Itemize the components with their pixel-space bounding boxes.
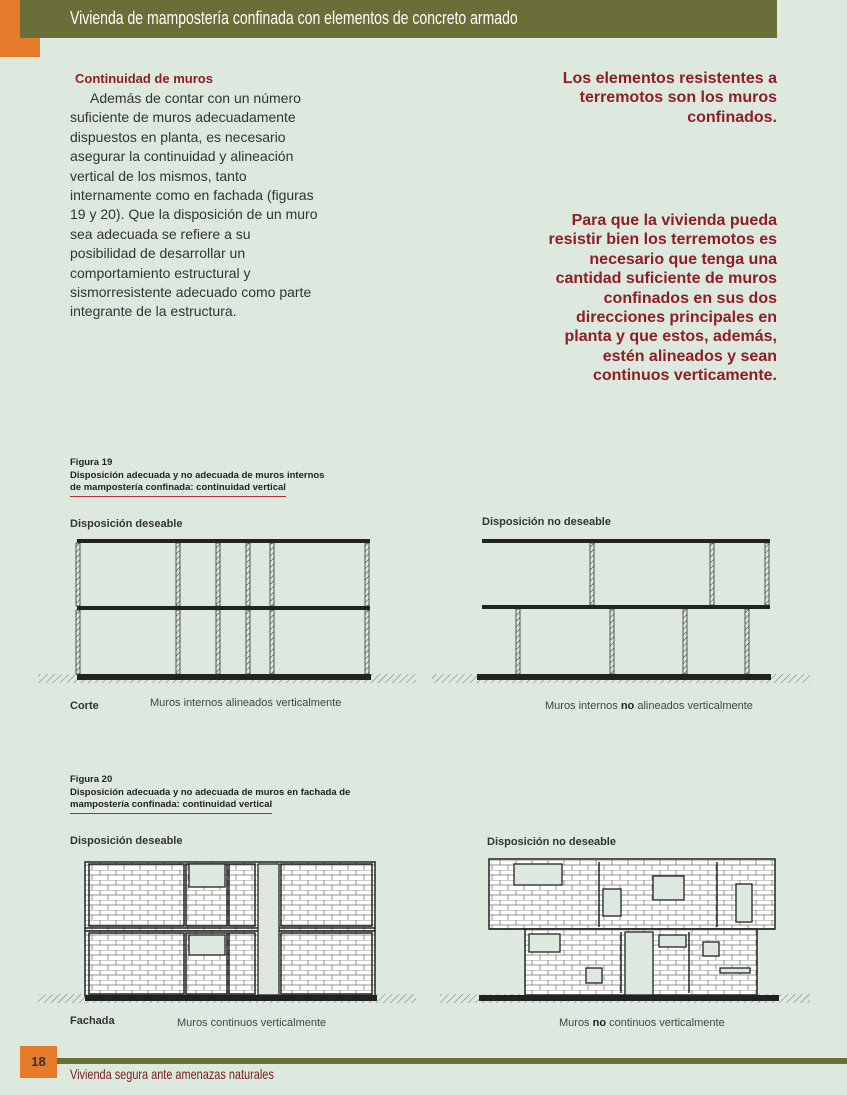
footer-text: Vivienda segura ante amenazas naturales — [70, 1066, 274, 1082]
foundation-slab — [477, 674, 771, 680]
figure19-section-label: Corte — [70, 700, 99, 712]
figure20-right-caption: Muros no continuos verticalmente — [559, 1017, 725, 1029]
figure19-left-section-drawing — [38, 539, 416, 683]
figure19-right-caption: Muros internos no alineados verticalmente — [545, 700, 753, 712]
window — [703, 942, 719, 956]
figure19-title-line1: Disposición adecuada y no adecuada de muros internos — [70, 469, 325, 481]
figure20-section-label: Fachada — [70, 1015, 115, 1027]
window — [653, 876, 684, 900]
figure20-title-line2: mampostería confinada: continuidad vertical — [70, 799, 272, 814]
window — [514, 864, 562, 885]
window — [189, 864, 225, 887]
section-title: Continuidad de muros — [75, 71, 213, 86]
figure19-number: Figura 19 — [70, 457, 113, 468]
figure19-left-caption: Muros internos alineados verticalmente — [150, 697, 342, 709]
figure20-left-label: Disposición deseable — [70, 835, 183, 847]
section-body-text: Además de contar con un número suficiente de muros adecuadamente dispuestos en planta, es necesario asegurar la continuidad y alineación vertical de los mismos, tanto internamente como en fachada (figuras 19 y 20). Que la disposición de un muro sea adecuada se refiere a su posibilidad de desarrollar un comportamiento estructural y sismorresistente adecuado como parte integrante de la estructura. — [70, 90, 318, 320]
roof-slab — [482, 539, 770, 543]
figure19-left-label: Disposición deseable — [70, 518, 183, 530]
window — [736, 884, 752, 922]
foundation-slab — [77, 674, 371, 680]
figure20-right-label: Disposición no deseable — [487, 836, 616, 848]
door-opening — [258, 864, 279, 995]
figure20-title-line1: Disposición adecuada y no adecuada de muros en fachada de — [70, 786, 351, 798]
figure19-title-line2: de mampostería confinada: continuidad vertical — [70, 482, 286, 497]
footer-bar — [57, 1058, 847, 1064]
window — [603, 889, 621, 916]
figure20-right-facade-drawing — [440, 859, 810, 1003]
door-opening — [625, 932, 653, 995]
floor-slab — [77, 606, 370, 610]
figure20-left-caption: Muros continuos verticalmente — [177, 1017, 327, 1029]
window — [189, 935, 225, 955]
window — [659, 935, 686, 947]
foundation-slab — [85, 995, 377, 1001]
figure19-right-label: Disposición no deseable — [482, 516, 611, 528]
window — [586, 968, 602, 983]
figure20-left-facade-drawing — [38, 862, 416, 1003]
foundation-slab — [479, 995, 779, 1001]
header-title: Vivienda de mampostería confinada con elementos de concreto armado — [70, 8, 518, 28]
window — [720, 968, 750, 973]
page-number: 18 — [20, 1046, 57, 1078]
facade-wall — [85, 862, 375, 996]
floor-slab — [482, 605, 770, 609]
pull-quote-2: Para que la vivienda pueda resistir bien los terremotos es necesario que tenga una cantidad suficiente de muros confinados en sus dos direcciones principales en planta y que estos, además, estén alineados y sean continuos verticamente. — [548, 212, 777, 385]
window — [529, 934, 560, 952]
figure19-right-section-drawing — [432, 539, 810, 683]
roof-slab — [77, 539, 370, 543]
figure20-number: Figura 20 — [70, 774, 113, 785]
pull-quote-1: Los elementos resistentes a terremotos son los muros confinados. — [562, 70, 777, 126]
